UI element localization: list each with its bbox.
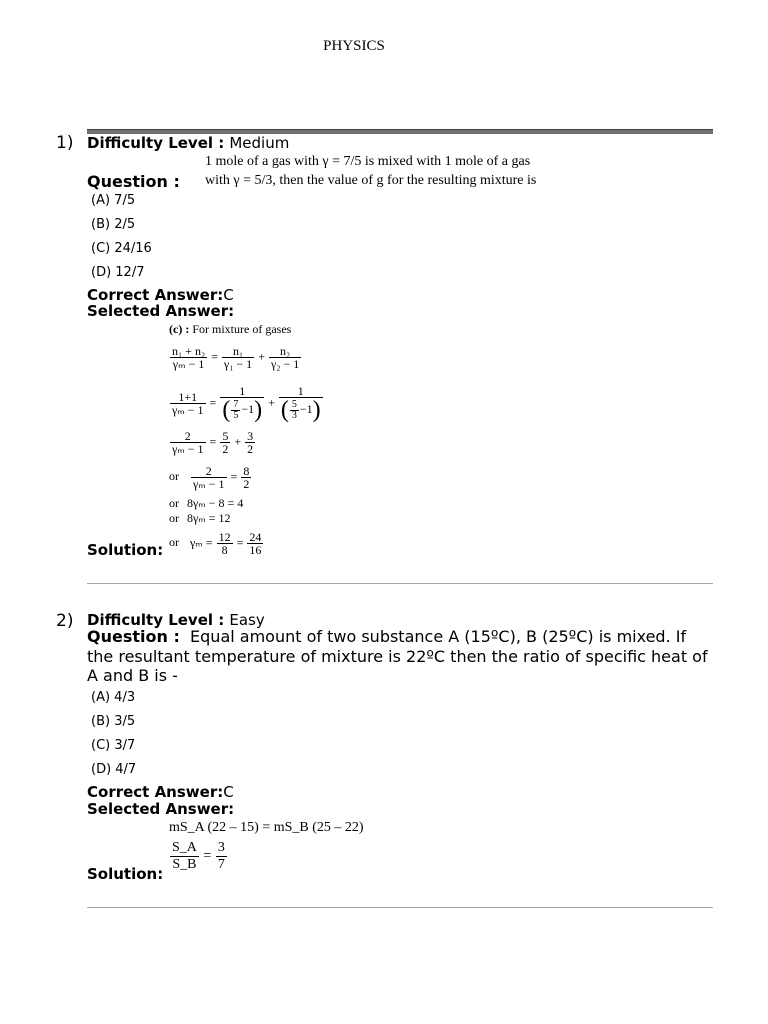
question-number: 2)	[56, 611, 74, 631]
eq-term: γₘ − 1	[172, 442, 204, 456]
eq-operator: +	[268, 395, 275, 410]
correct-answer-value: C	[223, 286, 234, 304]
eq-term: 3	[247, 429, 254, 443]
eq-term: 7	[233, 398, 239, 410]
correct-answer-label: Correct Answer:	[87, 783, 224, 801]
solution-equation-3	[169, 430, 256, 455]
eq-operator: +	[234, 434, 242, 449]
eq-operator: =	[230, 469, 238, 484]
question-text	[205, 152, 536, 190]
option-a: (A) 7/5	[91, 193, 136, 208]
eq-term: S_B	[172, 857, 197, 872]
solution-label: Solution:	[87, 541, 164, 559]
solution-equation-1	[169, 345, 302, 370]
eq-term: 1	[220, 385, 264, 398]
difficulty-label: Difficulty Level :	[87, 611, 225, 629]
question-text-line: with γ = 5/3, then the value of g for the resulting mixture is	[205, 173, 537, 188]
solution-equation-5	[169, 497, 243, 509]
eq-term: 7	[217, 857, 225, 872]
option-d: (D) 12/7	[91, 265, 145, 280]
eq-term: n₁	[222, 345, 254, 358]
eq-text: 8γₘ = 12	[187, 511, 231, 525]
eq-term: n₂	[269, 345, 301, 358]
eq-term: γₘ − 1	[193, 477, 225, 491]
eq-term: 16	[249, 543, 262, 557]
eq-term: 12	[218, 530, 231, 544]
eq-term: 3	[291, 409, 297, 421]
eq-term: γₘ − 1	[172, 403, 204, 417]
eq-term: 8	[221, 543, 228, 557]
eq-operator: =	[211, 349, 218, 364]
eq-term: 8	[243, 464, 250, 478]
difficulty-label: Difficulty Level :	[87, 134, 225, 152]
difficulty-value: Easy	[229, 611, 265, 629]
option-c: (C) 24/16	[91, 241, 152, 256]
difficulty-value: Medium	[229, 134, 290, 152]
question-label: Question :	[87, 627, 180, 646]
question-text-line: 1 mole of a gas with γ = 7/5 is mixed with 1 mole of a gas	[205, 154, 531, 169]
eq-text: 8γₘ − 8 = 4	[187, 496, 244, 510]
eq-term: −1	[241, 401, 255, 416]
eq-term: S_A	[172, 840, 197, 855]
solution-label: Solution:	[87, 865, 164, 883]
solution-equation-4	[169, 465, 252, 490]
option-a: (A) 4/3	[91, 690, 136, 705]
eq-term: 5	[291, 398, 297, 410]
eq-operator: =	[209, 434, 217, 449]
eq-term: 5	[222, 429, 229, 443]
solution-intro-label: (c) :	[169, 322, 190, 336]
correct-answer-value: C	[223, 783, 234, 801]
divider	[87, 907, 713, 908]
option-d: (D) 4/7	[91, 762, 137, 777]
solution-line: mS_A (22 – 15) = mS_B (25 – 22)	[169, 820, 364, 835]
correct-answer-label: Correct Answer:	[87, 286, 224, 304]
eq-term: γ₁ − 1	[223, 357, 253, 371]
correct-answer-row	[87, 782, 234, 801]
eq-or: or	[169, 496, 179, 510]
eq-operator: =	[203, 848, 212, 864]
eq-or: or	[169, 535, 179, 550]
eq-term: 2	[170, 430, 206, 443]
eq-term: γₘ	[190, 535, 203, 550]
question-text: Equal amount of two substance A (15ºC), B (25ºC) is mixed. If the resultant temperature of mixture is 22ºC then the ratio of specific heat of A and B is -	[87, 627, 708, 685]
eq-operator: +	[258, 349, 265, 364]
eq-term: 2	[247, 442, 254, 456]
difficulty-row	[87, 133, 289, 152]
solution-equation-6	[169, 512, 231, 524]
eq-term: 2	[191, 465, 227, 478]
eq-term: 2	[222, 442, 229, 456]
eq-operator: =	[236, 535, 244, 550]
eq-operator: =	[205, 535, 213, 550]
question-number: 1)	[56, 133, 74, 153]
eq-term: 5	[233, 409, 239, 421]
eq-term: 3	[217, 840, 225, 855]
eq-term: 2	[243, 477, 250, 491]
solution-intro	[169, 323, 291, 335]
eq-term: γₘ − 1	[172, 357, 205, 371]
question-label: Question :	[87, 172, 180, 191]
solution-equation-2: $\frac{1+1}{\text{γₘ − 1}}$ = 1 ( $\frac{7}{5}$ −1) + 1 ( $\frac{5}{3}$ −1)	[172, 384, 321, 423]
eq-term: −1	[299, 401, 313, 416]
solution-intro-text: For mixture of gases	[192, 322, 292, 336]
eq-or: or	[169, 511, 179, 525]
page-title: PHYSICS	[323, 38, 385, 54]
selected-answer-label: Selected Answer:	[87, 800, 235, 818]
option-b: (B) 3/5	[91, 714, 136, 729]
solution-equation-7	[169, 531, 264, 556]
eq-term: 1	[279, 385, 323, 398]
eq-or: or	[169, 469, 179, 484]
selected-answer-label: Selected Answer:	[87, 302, 235, 320]
solution-ratio	[169, 840, 228, 873]
eq-operator: =	[209, 395, 217, 410]
option-c: (C) 3/7	[91, 738, 136, 753]
eq-term: γ₂ − 1	[270, 357, 300, 371]
eq-term: 1+1	[170, 391, 206, 404]
option-b: (B) 2/5	[91, 217, 136, 232]
eq-term: n₁ + n₂	[172, 344, 206, 358]
divider	[87, 583, 713, 584]
eq-term: 24	[249, 530, 262, 544]
question-block	[87, 627, 717, 686]
